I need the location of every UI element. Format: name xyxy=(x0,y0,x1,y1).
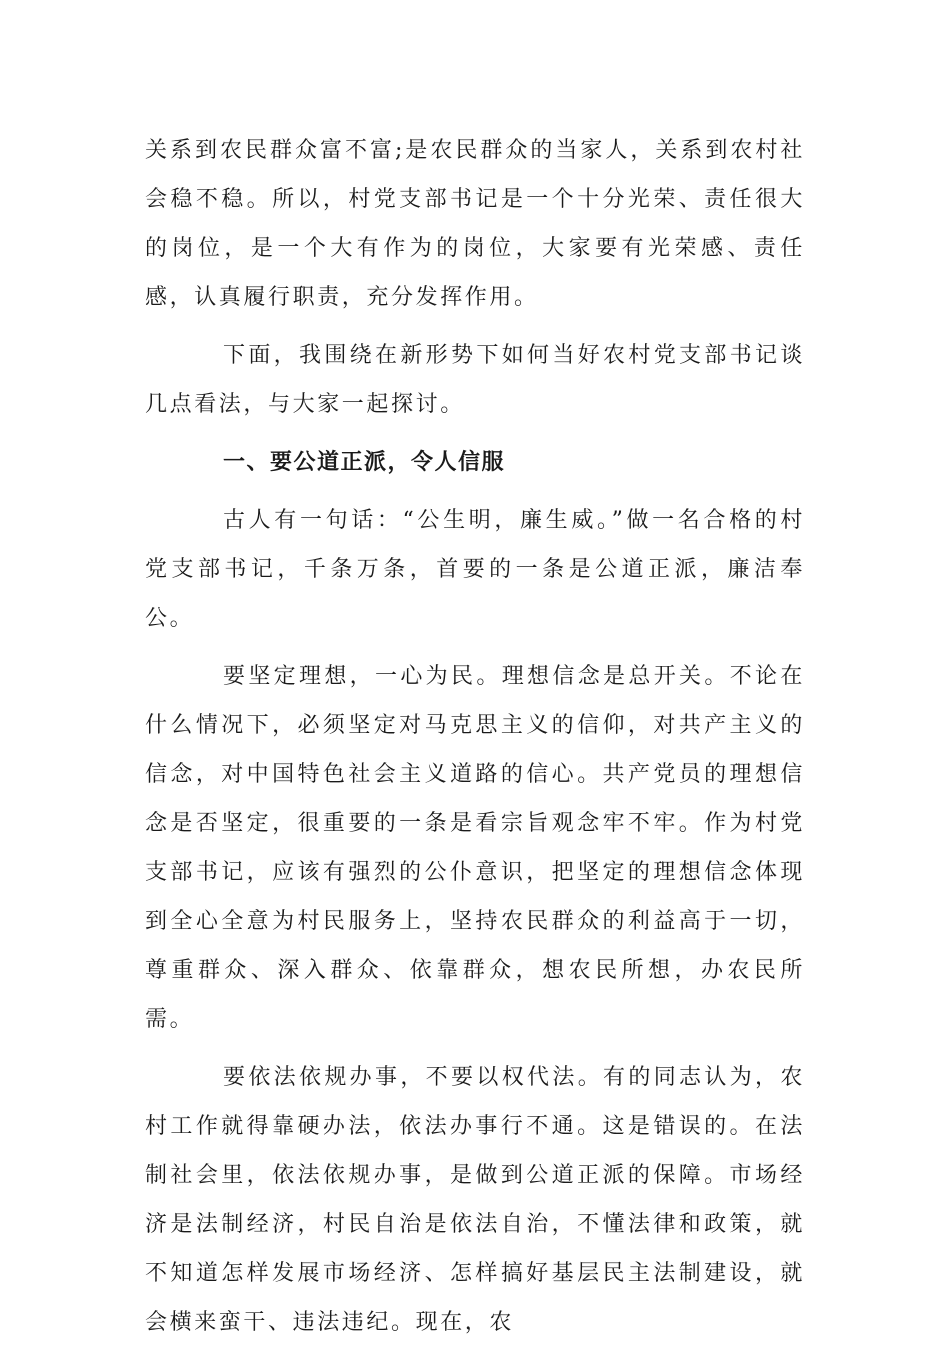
paragraph-law: 要依法依规办事，不要以权代法。有的同志认为，农村工作就得靠硬办法，依法办事行不通。这是错误的。在法制社会里，依法依规办事，是做到公道正派的保障。市场经济是法制经济，村民自治是依法自治，不懂法律和政策，就不知道怎样发展市场经济、怎样搞好基层民主法制建设，就会横来蛮干、违法违纪。现在，农 xyxy=(145,1065,805,1335)
section-heading: 一、要公道正派，令人信服 xyxy=(223,450,506,475)
paragraph-continued: 关系到农民群众富不富;是农民群众的当家人，关系到农村社会稳不稳。所以，村党支部书记是一个十分光荣、责任很大的岗位，是一个大有作为的岗位，大家要有光荣感、责任感，认真履行职责，充分发挥作用。 xyxy=(145,138,805,310)
document-body xyxy=(145,126,805,1356)
paragraph-intro: 下面，我围绕在新形势下如何当好农村党支部书记谈几点看法，与大家一起探讨。 xyxy=(145,343,805,417)
paragraph-ideals: 要坚定理想，一心为民。理想信念是总开关。不论在什么情况下，必须坚定对马克思主义的信仰，对共产主义的信念，对中国特色社会主义道路的信心。共产党员的理想信念是否坚定，很重要的一条是看宗旨观念牢不牢。作为村党支部书记，应该有强烈的公仆意识，把坚定的理想信念体现到全心全意为村民服务上，坚持农民群众的利益高于一切，尊重群众、深入群众、依靠群众，想农民所想，办农民所需。 xyxy=(145,664,805,1032)
paragraph-quote: 古人有一句话：“公生明，廉生威。”做一名合格的村党支部书记，千条万条，首要的一条是公道正派，廉洁奉公。 xyxy=(145,508,805,631)
